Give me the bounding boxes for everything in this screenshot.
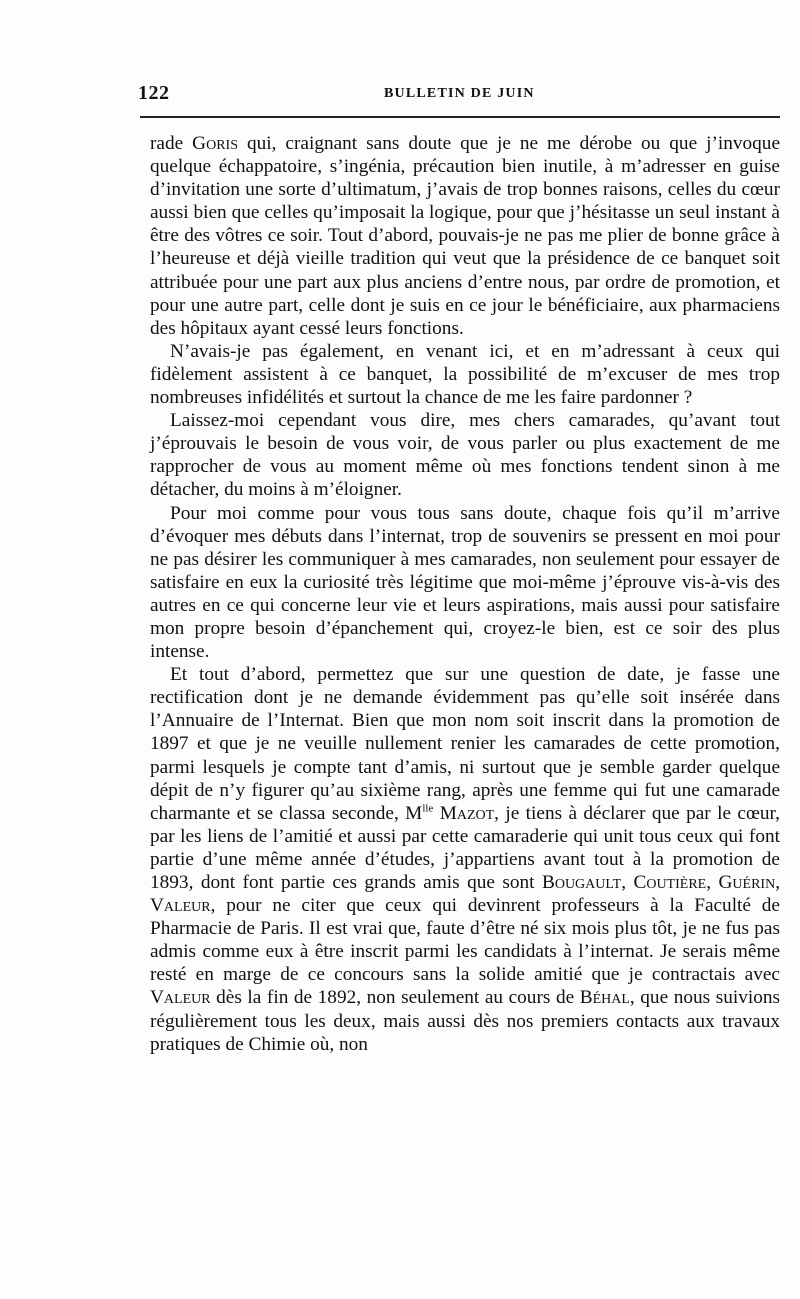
running-title: BULLETIN DE JUIN [384, 86, 535, 101]
proper-name: Coutière [633, 872, 707, 893]
paragraph [150, 340, 780, 409]
text-run: M [405, 802, 423, 824]
proper-name: Béhal [579, 987, 630, 1009]
text-run: , [621, 872, 634, 893]
paragraph [150, 409, 780, 501]
text-run: , pour ne citer que ceux qui devinrent professeurs à la Faculté de Pharmacie de Paris. Il est vrai que, faute d’être né six mois plus tôt, je ne fus pas admis comme eux à être inscrit parmi les candidats à l’internat. Je serais même resté en marge de ce concours sans la solide amitié que je contractais avec [150, 895, 780, 986]
proper-name: Mazot [439, 802, 495, 824]
proper-name: Guérin [718, 872, 776, 893]
proper-name: Valeur [150, 987, 211, 1009]
body-text [150, 132, 780, 1056]
text-run: , [706, 872, 719, 893]
text-run: , que nous suivions régulièrement tous les deux, mais aussi dès nos premiers contacts aux travaux pratiques de Chimie où, non [150, 987, 780, 1055]
proper-name: Goris [192, 133, 238, 154]
proper-name: Valeur [150, 895, 211, 917]
header-rule [140, 116, 780, 118]
paragraph [150, 663, 780, 1056]
text-run: rade [150, 133, 193, 154]
text-run: dès la fin de 1892, non seulement au cours de [210, 987, 580, 1009]
text-run: N’avais-je pas également, en venant ici, et en m’adressant à ceux qui fidèlement assistent à ce banquet, la possibilité de m’excuser de mes trop nombreuses infidélités et surtout la chance de me les faire pardonner ? [150, 340, 780, 409]
proper-name: Bougault [541, 872, 622, 893]
text-run: Laissez-moi cependant vous dire, mes chers camarades, qu’avant tout j’éprouvais le besoin de vous voir, de vous parler ou plus exactement de me rapprocher de vous au moment même où mes fonctions tendent sinon à me détacher, du moins à m’éloigner. [150, 410, 780, 501]
page-header [138, 82, 778, 112]
text-run: , je tiens à déclarer que par le cœur, par les liens de l’amitié et aussi par cette camaraderie qui unit tous ceux qui font partie d’une même année d’études, j’appartiens avant tout à la promotion de 1893, dont font partie ces grands amis que sont [150, 802, 780, 893]
text-run: , [775, 872, 781, 893]
paragraph [150, 132, 780, 340]
page-number: 122 [138, 82, 170, 104]
text-run: qui, craignant sans doute que je ne me dérobe ou que j’invoque quelque échappatoire, s’ingénia, précaution bien inutile, à m’adresser en guise d’invitation une sorte d’ultimatum, j’avais de trop bonnes raisons, celles du cœur aussi bien que celles qu’imposait la logique, pour que j’hésitasse un seul instant à être des vôtres ce soir. Tout d’abord, pouvais-je ne pas me plier de bonne grâce à l’heureuse et déjà vieille tradition qui veut que la présidence de ce banquet soit attribuée pour une part aux plus anciens d’entre nous, par ordre de promotion, et pour une autre part, celle dont je suis en ce jour le bénéficiaire, aux pharmaciens des hôpitaux ayant cessé leurs fonctions. [150, 133, 781, 339]
text-run: Et tout d’abord, permettez que sur une question de date, je fasse une rectification dont je ne demande évidemment pas qu’elle soit insérée dans l’Annuaire de l’Internat. Bien que mon nom soit inscrit dans la promotion de 1897 et que je ne veuille nullement renier les camarades de cette promotion, parmi lesquels je compte tant d’amis, ni surtout que je semble garder quelque dépit de n’y figurer qu’au sixième rang, après une femme qui fut une camarade charmante et se classa seconde, [150, 664, 780, 824]
text-run: Pour moi comme pour vous tous sans doute, chaque fois qu’il m’arrive d’évoquer mes débuts dans l’internat, trop de souvenirs se pressent en moi pour ne pas désirer les communiquer à mes camarades, non seulement pour essayer de satisfaire en eux la curiosité très légitime que moi-même j’éprouve vis-à-vis des autres en ce qui concerne leur vie et leurs aspirations, mais aussi pour satisfaire mon propre besoin d’épanchement qui, croyez-le bien, est ce soir des plus intense. [150, 502, 780, 663]
text-run: lle [422, 802, 434, 815]
paragraph [150, 502, 780, 664]
